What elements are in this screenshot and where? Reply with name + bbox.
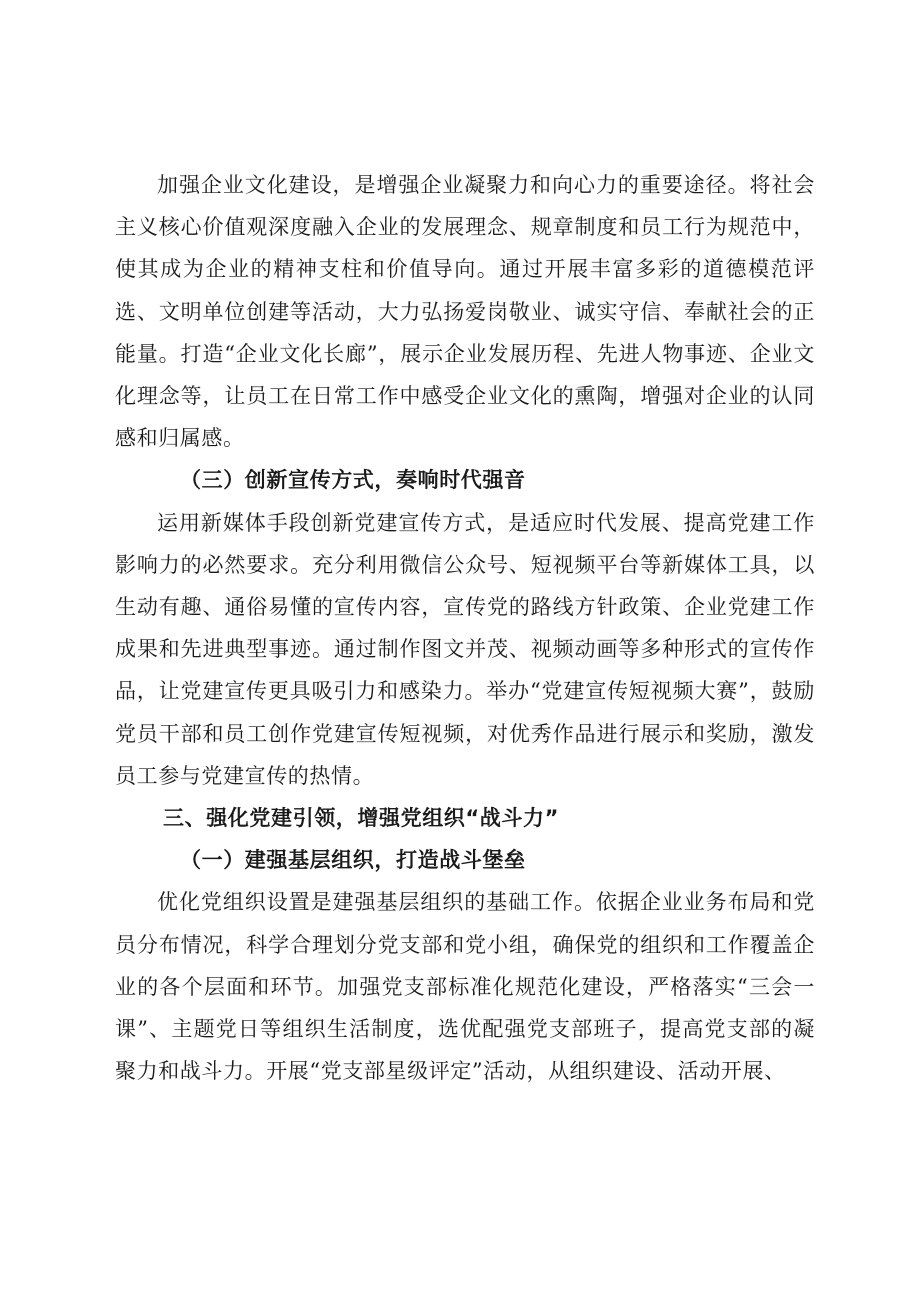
paragraph-corporate-culture: 加强企业文化建设，是增强企业凝聚力和向心力的重要途径。将社会主义核心价值观深度融入企业的发展理念、规章制度和员工行为规范中，使其成为企业的精神支柱和价值导向。通过开展丰富多彩的道德模范评选、文明单位创建等活动，大力弘扬爱岗敬业、诚实守信、奉献社会的正能量。打造“企业文化长廊”，展示企业发展历程、先进人物事迹、企业文化理念等，让员工在日常工作中感受企业文化的熏陶，增强对企业的认同感和归属感。: [115, 173, 815, 451]
paragraph-optimize-organization: 优化党组织设置是建强基层组织的基础工作。依据企业业务布局和党员分布情况，科学合理划分党支部和党小组，确保党的组织和工作覆盖企业的各个层面和环节。加强党支部标准化规范化建设，严格落实“三会一课”、主题党日等组织生活制度，选优配强党支部班子，提高党支部的凝聚力和战斗力。开展“党支部星级评定”活动，从组织建设、活动开展、: [115, 890, 815, 1084]
section-heading-party-leadership: 三、强化党建引领，增强党组织“战斗力”: [163, 806, 560, 831]
paragraph-new-media-publicity: 运用新媒体手段创新党建宣传方式，是适应时代发展、提高党建工作影响力的必然要求。充分利用微信公众号、短视频平台等新媒体工具，以生动有趣、通俗易懂的宣传内容，宣传党的路线方针政策、企业党建工作成果和先进典型事迹。通过制作图文并茂、视频动画等多种形式的宣传作品，让党建宣传更具吸引力和感染力。举办“党建宣传短视频大赛”，鼓励党员干部和员工创作党建宣传短视频，对优秀作品进行展示和奖励，激发员工参与党建宣传的热情。: [115, 510, 815, 788]
document-body: [115, 164, 815, 1092]
subheading-innovate-publicity: （三）创新宣传方式，奏响时代强音: [180, 468, 526, 493]
subheading-grassroots-organization: （一）建强基层组织，打造战斗堡垒: [180, 848, 526, 873]
